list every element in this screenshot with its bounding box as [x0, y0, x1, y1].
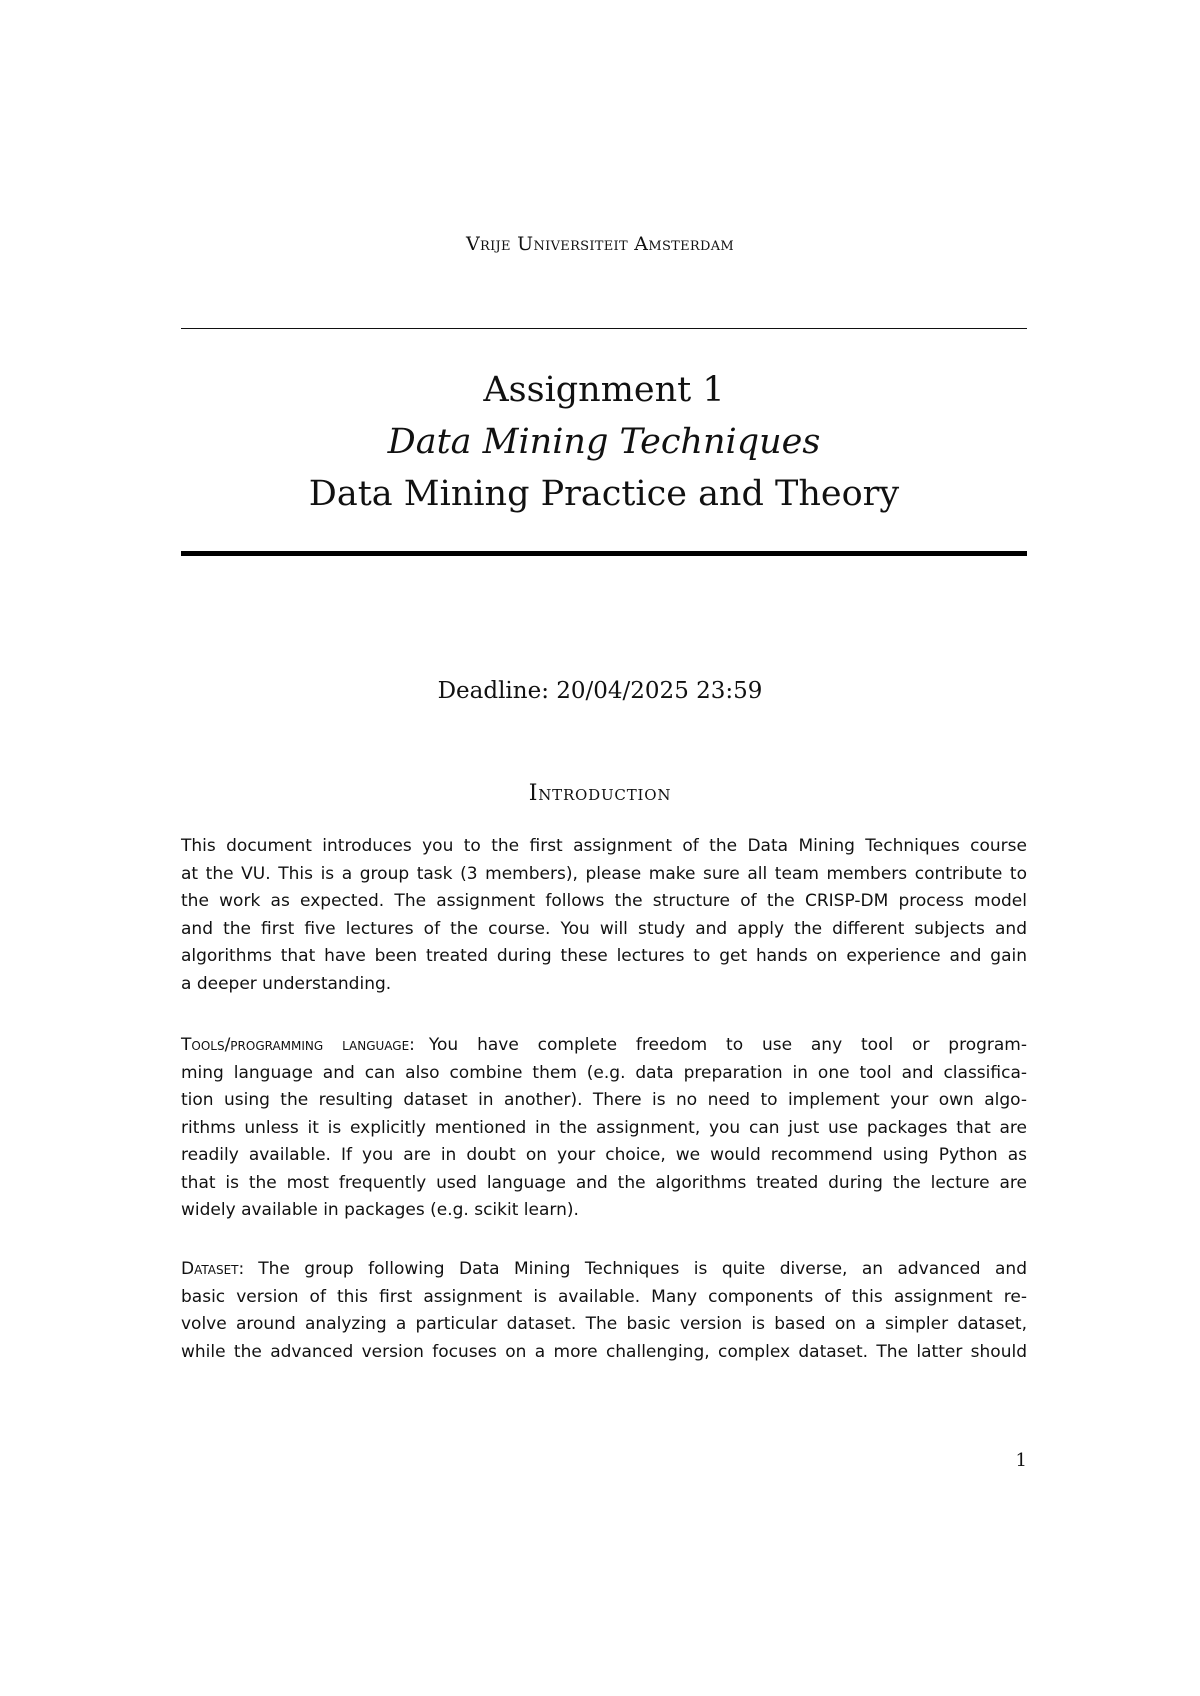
paragraph-line: while the advanced version focuses on a more challenging, complex dataset. The latter should [181, 1341, 1027, 1362]
title-block [181, 364, 1027, 520]
title-bottom-rule [181, 551, 1027, 556]
paragraph-line [181, 1256, 1027, 1284]
deadline: Deadline: 20/04/2025 23:59 [437, 678, 763, 704]
paragraph-line-text: The group following Data Mining Techniques is quite diverse, an advanced and [258, 1259, 1027, 1279]
title-top-rule [181, 328, 1027, 329]
paragraph-line: basic version of this first assignment is available. Many components of this assignment re- [181, 1286, 1027, 1307]
paragraph-line: at the VU. This is a group task (3 members), please make sure all team members contribute to [181, 863, 1027, 884]
page-number: 1 [1015, 1450, 1027, 1471]
paragraph-line-text: You have complete freedom to use any tool or program- [428, 1035, 1027, 1055]
paragraph-line: readily available. If you are in doubt on your choice, we would recommend using Python as [181, 1145, 1027, 1165]
paragraph-line: algorithms that have been treated during these lectures to get hands on experience and gain [181, 946, 1027, 966]
paragraph-line: volve around analyzing a particular dataset. The basic version is based on a simpler dataset, [181, 1314, 1027, 1334]
paragraph-line: that is the most frequently used language and the algorithms treated during the lecture are [181, 1172, 1027, 1193]
course-subtitle: Data Mining Practice and Theory [308, 474, 900, 514]
course-title: Data Mining Techniques [387, 422, 821, 462]
section-heading-introduction: Introduction [528, 781, 672, 806]
assignment-title: Assignment 1 [483, 370, 725, 410]
paragraph-line: widely available in packages (e.g. scikit learn). [181, 1200, 579, 1220]
paragraph-line: tion using the resulting dataset in another). There is no need to implement your own algo- [181, 1090, 1027, 1110]
university-name: Vrije Universiteit Amsterdam [465, 233, 735, 255]
paragraph-line: rithms unless it is explicitly mentioned in the assignment, you can just use packages that are [181, 1117, 1027, 1138]
paragraph-line: and the first five lectures of the course. You will study and apply the different subjects and [181, 918, 1027, 939]
paragraph-line: a deeper understanding. [181, 973, 392, 994]
paragraph-line [181, 1032, 1027, 1060]
paragraph-line: the work as expected. The assignment follows the structure of the CRISP-DM process model [181, 891, 1027, 911]
paragraph-lead-tools: Tools/programming language: [181, 1035, 415, 1055]
paragraph-dataset [181, 1256, 1027, 1366]
paragraph-tools [181, 1032, 1027, 1225]
paragraph-line: This document introduces you to the first assignment of the Data Mining Techniques course [181, 836, 1027, 856]
paragraph-lead-dataset: Dataset: [181, 1259, 245, 1279]
paragraph-line: ming language and can also combine them (e.g. data preparation in one tool and classifica- [181, 1062, 1027, 1083]
paragraph-introduction [181, 833, 1027, 998]
